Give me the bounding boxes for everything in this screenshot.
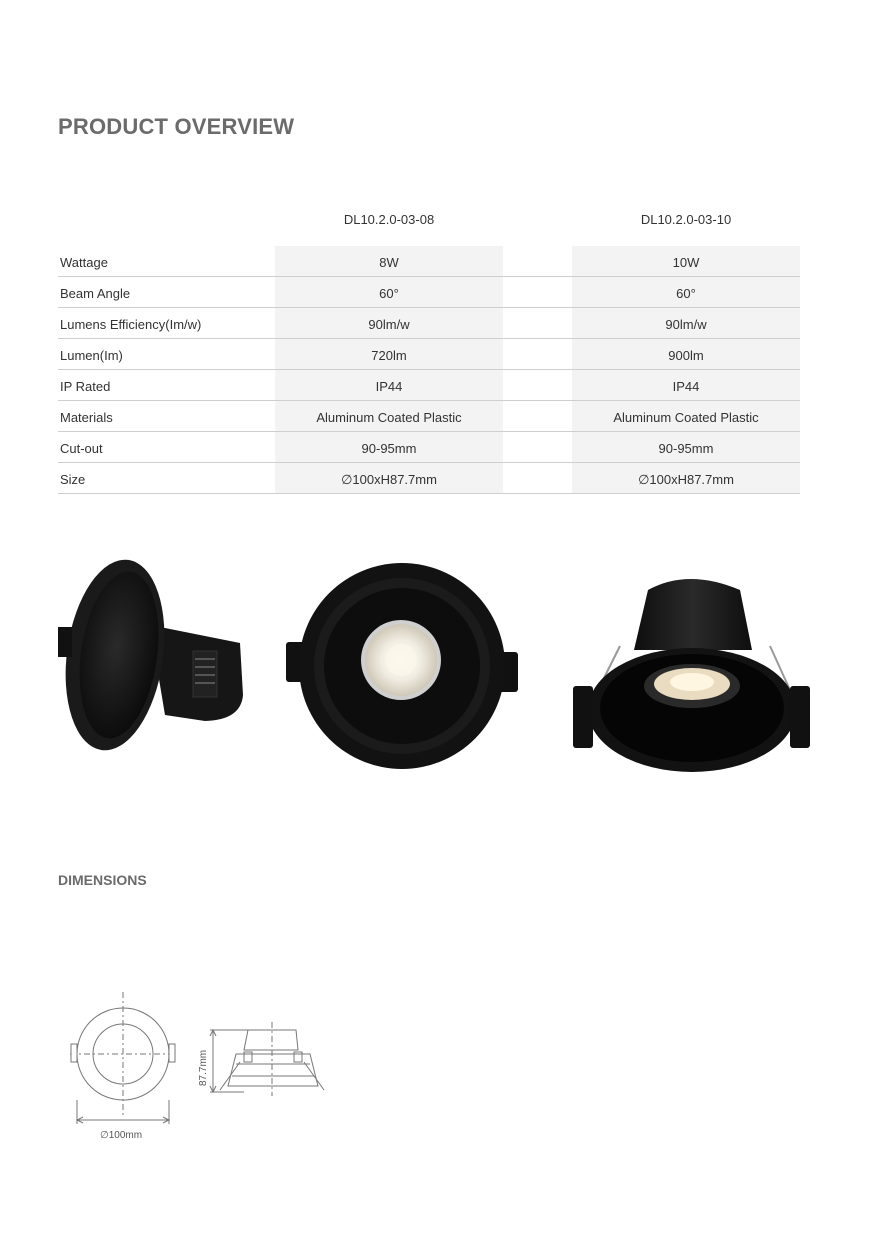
spec-row-materials: [58, 401, 800, 432]
spec-row-cut-out: [58, 432, 800, 463]
side-view-drawing: [210, 1022, 324, 1096]
spec-table: [58, 246, 800, 494]
spec-label: Cut-out: [60, 441, 103, 456]
product-photo-front-view: [284, 562, 520, 774]
spec-value-model-1: 60°: [275, 277, 503, 307]
spec-label: Materials: [60, 410, 113, 425]
page-title: PRODUCT OVERVIEW: [58, 114, 295, 139]
model-header-1: DL10.2.0-03-08: [343, 212, 435, 227]
model-header-2: DL10.2.0-03-10: [640, 212, 732, 227]
spec-label: Wattage: [60, 255, 108, 270]
spec-value-model-2: 90lm/w: [572, 308, 800, 338]
spec-row-beam-angle: [58, 277, 800, 308]
spec-label: Size: [60, 472, 86, 487]
spec-row-size: [58, 463, 800, 494]
spec-value-model-1: IP44: [275, 370, 503, 400]
spec-value-model-1: 90-95mm: [275, 432, 503, 462]
spec-value-model-2: 90-95mm: [572, 432, 800, 462]
spec-value-model-1: 720lm: [275, 339, 503, 369]
spec-value-model-2: 900lm: [572, 339, 800, 369]
spec-row-wattage: [58, 246, 800, 277]
height-label: 87.7mm: [198, 1049, 209, 1086]
spec-value-model-2: Aluminum Coated Plastic: [572, 401, 800, 431]
spec-value-model-2: ∅100xH87.7mm: [572, 463, 800, 493]
spec-row-lumens-efficiency: [58, 308, 800, 339]
spec-value-model-1: ∅100xH87.7mm: [275, 463, 503, 493]
spec-value-model-1: 8W: [275, 246, 503, 276]
spec-row-ip-rated: [58, 370, 800, 401]
front-view-drawing: [70, 992, 176, 1124]
dimensions-title: DIMENSIONS: [58, 872, 147, 888]
spec-value-model-2: IP44: [572, 370, 800, 400]
spec-value-model-1: Aluminum Coated Plastic: [275, 401, 503, 431]
dimension-drawing: [60, 992, 350, 1152]
product-photo-side-view: [55, 555, 255, 755]
spec-label: Lumens Efficiency(Im/w): [60, 317, 202, 332]
spec-label: Beam Angle: [60, 286, 131, 301]
spec-value-model-2: 10W: [572, 246, 800, 276]
spec-label: Lumen(Im): [60, 348, 123, 363]
spec-label: IP Rated: [60, 379, 111, 394]
diameter-label: ∅100mm: [100, 1130, 143, 1141]
spec-row-lumen: [58, 339, 800, 370]
product-photo-angled-view: [570, 570, 815, 780]
spec-value-model-1: 90lm/w: [275, 308, 503, 338]
spec-value-model-2: 60°: [572, 277, 800, 307]
